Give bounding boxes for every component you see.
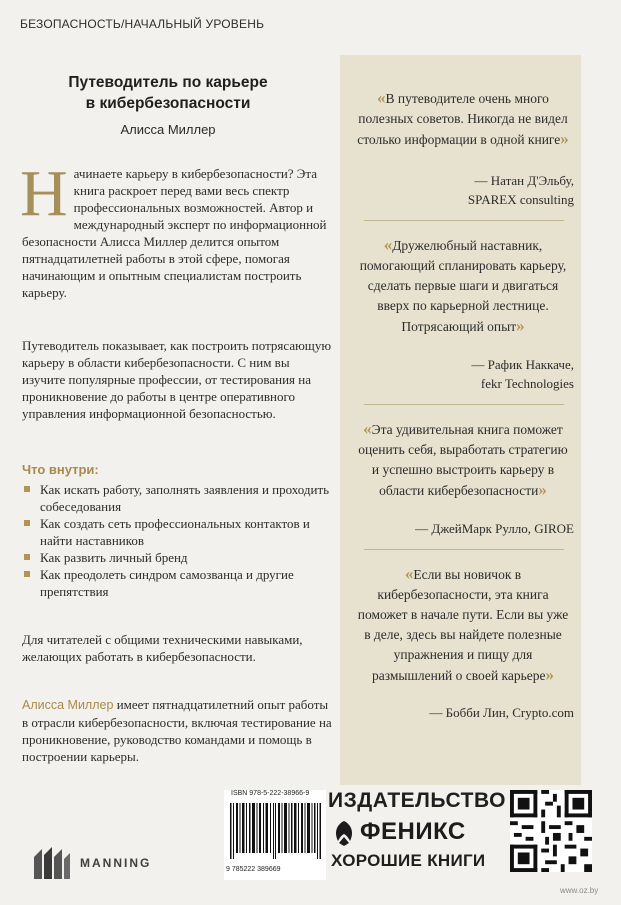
publisher-tagline: ХОРОШИЕ КНИГИ [331, 851, 486, 870]
quote-4-author: — Бобби Лин, Crypto.com [429, 705, 574, 720]
divider [364, 220, 564, 221]
intro-paragraph [20, 157, 334, 301]
title-line-2: в кибербезопасности [85, 95, 251, 112]
audience-paragraph: Для читателей с общими техническими навыками, желающих работать в кибербезопасности. [22, 632, 303, 664]
quote-open-icon: « [383, 235, 393, 254]
title-line-1: Путеводитель по карьере [68, 74, 268, 91]
divider [364, 549, 564, 550]
bullet-icon [24, 571, 30, 577]
bullet-icon [24, 554, 30, 560]
about-author [22, 696, 334, 765]
inside-list [22, 481, 334, 600]
manning-logo-icon [32, 845, 72, 884]
barcode-digits: 9 785222 389669 [226, 866, 281, 873]
quote-1: «В путеводителе очень много полезных советов. Никогда не видел столько информации в одной книге» [357, 88, 569, 148]
description-paragraph: Путеводитель показывает, как построить потрясающую карьеру в области кибербезопасности. С ним вы изучите популярные профессии, от тестирования на проникновение до работы в центре оперативного управления информационной безопасностью. [22, 338, 332, 421]
series-label: БЕЗОПАСНОСТЬ/НАЧАЛЬНЫЙ УРОВЕНЬ [20, 17, 265, 31]
divider [364, 404, 564, 405]
inside-heading: Что внутри: [22, 462, 99, 477]
quote-open-icon: « [363, 419, 372, 438]
list-item: Как искать работу, заполнять заявления и проходить собеседования [22, 481, 334, 515]
about-author-name: Алисса Миллер [22, 698, 114, 712]
bullet-icon [24, 520, 30, 526]
qr-code-icon [510, 790, 592, 877]
quote-2: «Дружелюбный наставник, помогающий спланировать карьеру, сделать первые шаги и двигаться вверх по карьерной лестнице. Потрясающий опыт» [359, 235, 567, 335]
book-title [30, 72, 306, 114]
quote-1-org: SPAREX consulting [467, 192, 574, 207]
quote-close-icon: » [538, 480, 547, 499]
quote-3-author: — ДжейМарк Рулло, GIROE [415, 521, 574, 536]
watermark: www.oz.by [560, 886, 599, 895]
list-item: Как создать сеть профессиональных контактов и найти наставников [22, 515, 334, 549]
quote-close-icon: » [560, 129, 569, 148]
list-item: Как развить личный бренд [22, 549, 334, 566]
drop-cap: Н [20, 157, 68, 230]
intro-text: ачинаете карьеру в кибербезопасности? Эта книга раскроет перед вами весь спектр профессиональных возможностей. Автор и международный эксперт по информационной безопасности Алисса Миллер делится опытом пятнадцатилетней работы в этой сфере, помогая начинающим и опытным специалистам построить карьеру. [22, 166, 327, 300]
quote-open-icon: « [404, 564, 414, 583]
book-author: Алисса Миллер [120, 122, 216, 137]
quote-1-author: — Натан Д'Эльбу, [474, 173, 574, 188]
list-item: Как преодолеть синдром самозванца и другие препятствия [22, 566, 334, 600]
quote-close-icon: » [545, 665, 555, 684]
publisher-label: ИЗДАТЕЛЬСТВО [328, 789, 506, 812]
about-author-text: имеет пятнадцатилетний опыт работы в отрасли кибербезопасности, включая тестирование на проникновение, руководство командами и помощь в построении карьеры. [22, 697, 332, 764]
quote-3: «Эта удивительная книга поможет оценить себя, выработать стратегию и успешно выстроить карьеру в области кибербезопасности» [358, 419, 568, 499]
manning-label: MANNING [80, 856, 152, 870]
quote-open-icon: « [377, 88, 386, 107]
quote-4: «Если вы новичок в кибербезопасности, эта книга поможет в начале пути. Если вы уже в деле, здесь вы найдете полезные упражнения и пищу для размышлений о своей карьере» [357, 564, 569, 684]
isbn-text: ISBN 978-5-222-38966-9 [231, 790, 310, 797]
quote-2-org: fekr Technologies [480, 376, 574, 391]
quote-2-author: — Рафик Наккаче, [471, 357, 574, 372]
bullet-icon [24, 486, 30, 492]
phoenix-logo-icon [330, 819, 358, 852]
quote-close-icon: » [516, 316, 525, 335]
publisher-name: ФЕНИКС [360, 818, 466, 845]
